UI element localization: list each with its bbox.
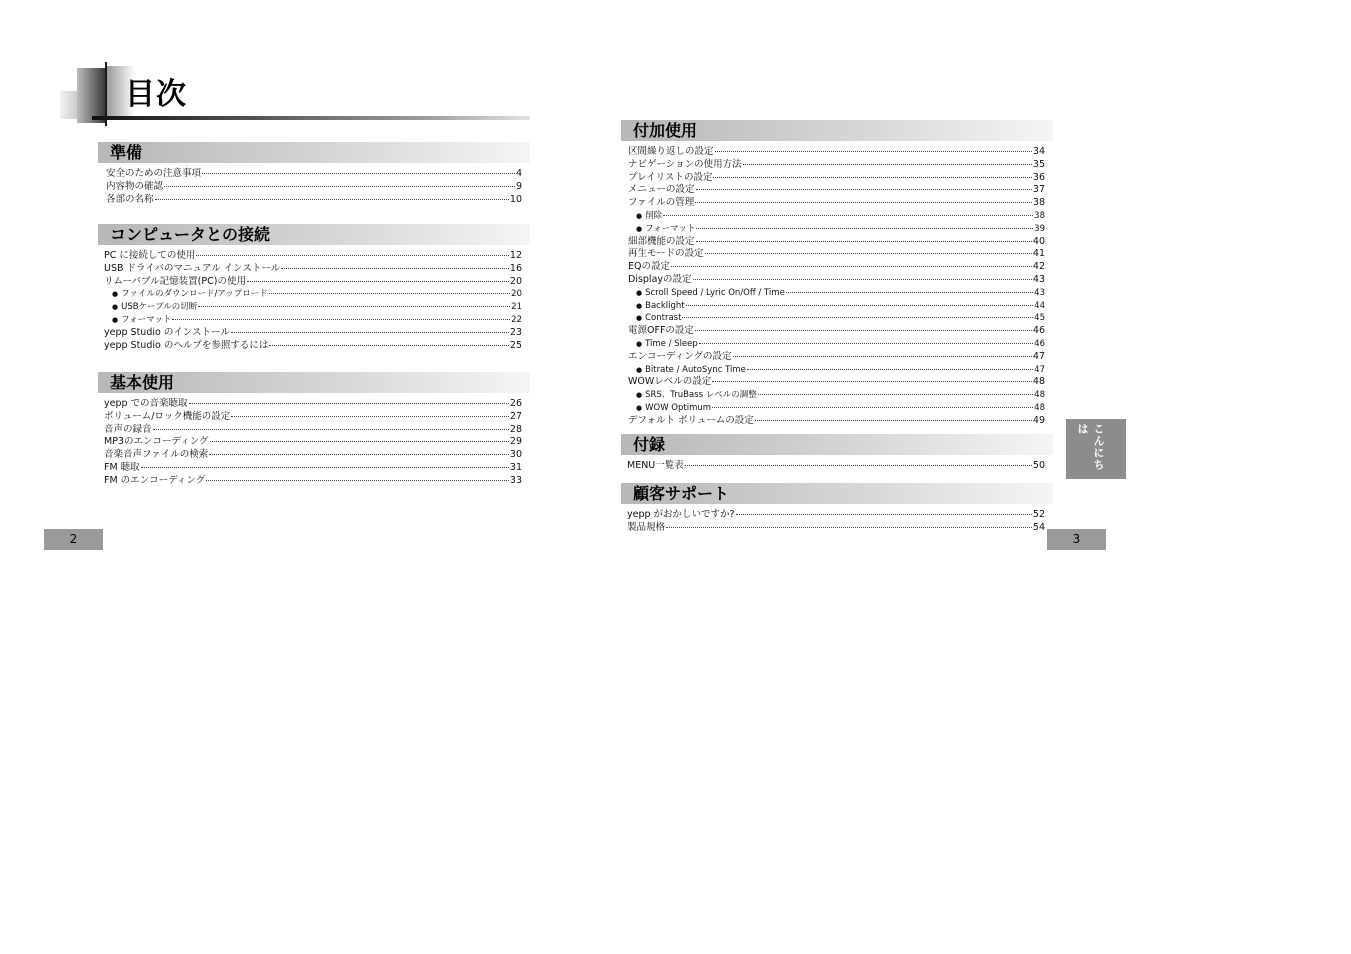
- toc-entry-title: 細部機能の設定: [628, 235, 695, 247]
- dot-leader: [196, 255, 509, 256]
- dot-leader: [210, 441, 509, 442]
- dot-leader: [715, 151, 1032, 152]
- toc-entry-title: ● USBケーブルの切断: [104, 301, 197, 314]
- toc-entry: [104, 411, 522, 424]
- toc-entry-title: yepp での音楽聴取: [104, 398, 188, 409]
- section-heading: 準備: [98, 142, 530, 163]
- toc-subentry: [628, 364, 1045, 377]
- toc-page-number: 39: [1034, 223, 1045, 234]
- dot-leader: [696, 241, 1032, 242]
- toc-entry-title: ● ファイルのダウンロード/アップロード: [104, 288, 268, 301]
- dot-leader: [695, 202, 1032, 203]
- toc-entry-title: yepp Studio のヘルプを参照するには: [104, 339, 269, 351]
- toc-entry-title: ● WOW Optimum: [628, 402, 711, 415]
- toc-entry: [104, 436, 522, 449]
- toc-subentry: [628, 300, 1045, 313]
- toc-subentry: [104, 288, 522, 301]
- toc-subentry: [628, 338, 1045, 351]
- toc-page-number: 20: [509, 275, 522, 287]
- dot-leader: [712, 381, 1032, 382]
- toc-entry: [628, 325, 1045, 338]
- toc-entry-title: ● Backlight: [628, 300, 685, 313]
- dot-leader: [671, 266, 1032, 267]
- toc-entry-title: FM 聴取: [104, 461, 140, 473]
- toc-entry-title: Displayの設定: [628, 273, 692, 285]
- toc-page-number: 22: [511, 314, 522, 325]
- toc-entry-title: ● Contrast: [628, 312, 681, 325]
- toc-entry-title: WOWレベルの設定: [628, 376, 712, 388]
- dot-leader: [736, 514, 1032, 515]
- toc-entry-title: EQの設定: [628, 261, 670, 273]
- section-heading: 付加使用: [621, 120, 1053, 141]
- dot-leader: [206, 480, 509, 481]
- dot-leader: [269, 293, 510, 294]
- toc-page-number: 12: [509, 250, 522, 261]
- chapter-tab-label: こんにちは: [1076, 423, 1105, 471]
- toc-list: [621, 460, 1053, 473]
- toc-entry-title: 各部の名称: [106, 193, 154, 205]
- toc-page-number: 43: [1034, 287, 1045, 298]
- toc-entry-title: ● 削除: [628, 210, 662, 223]
- dot-leader: [755, 420, 1032, 421]
- toc-page-number: 35: [1032, 158, 1045, 170]
- dot-leader: [682, 317, 1033, 318]
- toc-page-number: 38: [1034, 210, 1045, 221]
- toc-page-number: 47: [1034, 364, 1045, 375]
- dot-leader: [685, 465, 1032, 466]
- toc-page-number: 4: [515, 168, 522, 179]
- dot-leader: [155, 199, 509, 200]
- toc-entry: [104, 462, 522, 475]
- dot-leader: [269, 345, 509, 346]
- title-underline: [92, 116, 530, 120]
- toc-entry-title: ● Scroll Speed / Lyric On/Off / Time: [628, 287, 785, 300]
- dot-leader: [189, 403, 509, 404]
- toc-entry: [628, 197, 1045, 210]
- toc-page-number: 43: [1032, 273, 1045, 285]
- section-additional-use: [621, 120, 1053, 428]
- page-number-right: 3: [1047, 529, 1106, 550]
- toc-entry-title: FM のエンコーディング: [104, 474, 206, 486]
- toc-page-number: 44: [1034, 300, 1045, 311]
- toc-entry: [628, 376, 1045, 389]
- toc-page-number: 52: [1032, 509, 1045, 520]
- dot-leader: [164, 186, 515, 187]
- toc-entry: [628, 248, 1045, 261]
- toc-entry-title: USB ドライバのマニュアル インストール: [104, 262, 281, 274]
- section-computer-connection: [98, 224, 530, 352]
- toc-entry-title: 電源OFFの設定: [628, 325, 694, 337]
- toc-page-number: 38: [1032, 197, 1045, 209]
- toc-entry: [628, 146, 1045, 159]
- dot-leader: [231, 416, 509, 417]
- toc-page-number: 30: [509, 449, 522, 461]
- toc-entry-title: 製品規格: [627, 521, 666, 533]
- toc-entry-title: 再生モードの設定: [628, 248, 704, 260]
- toc-entry: [104, 327, 522, 340]
- toc-page-number: 36: [1032, 171, 1045, 183]
- toc-page-number: 37: [1032, 184, 1045, 196]
- toc-page-number: 48: [1032, 376, 1045, 388]
- toc-entry-title: PC に接続しての使用: [104, 250, 196, 261]
- toc-page-number: 26: [509, 398, 522, 409]
- toc-entry: [628, 236, 1045, 249]
- toc-subentry: [628, 312, 1045, 325]
- dot-leader: [666, 527, 1032, 528]
- section-basic-use: [98, 372, 530, 488]
- dot-leader: [713, 177, 1031, 178]
- dot-leader: [172, 319, 510, 320]
- toc-page-number: 54: [1032, 521, 1045, 533]
- toc-entry-title: ● フォーマット: [628, 223, 695, 236]
- dot-leader: [696, 228, 1033, 229]
- dot-leader: [281, 268, 509, 269]
- toc-entry: [627, 509, 1045, 522]
- toc-entry: [104, 424, 522, 437]
- dot-leader: [141, 467, 509, 468]
- dot-leader: [153, 429, 509, 430]
- toc-page-number: 20: [511, 289, 522, 300]
- toc-entry-title: yepp がおかしいですか?: [627, 509, 735, 520]
- toc-page-number: 46: [1034, 338, 1045, 349]
- toc-entry-title: yepp Studio のインストール: [104, 326, 230, 338]
- toc-entry-title: メニューの設定: [628, 184, 695, 196]
- toc-entry: [104, 263, 522, 276]
- toc-list: [98, 398, 530, 488]
- toc-page-number: 29: [509, 436, 522, 448]
- toc-page-number: 46: [1032, 325, 1045, 337]
- dot-leader: [209, 454, 509, 455]
- toc-entry: [106, 194, 522, 207]
- toc-entry: [104, 340, 522, 353]
- toc-entry-title: ● SRS、TruBass レベルの調整: [628, 389, 757, 402]
- toc-entry: [628, 159, 1045, 172]
- toc-list: [98, 168, 530, 206]
- toc-entry-title: 音楽音声ファイルの検索: [104, 449, 209, 461]
- toc-page-number: 9: [515, 180, 522, 192]
- dot-leader: [712, 407, 1033, 408]
- dot-leader: [695, 330, 1032, 331]
- toc-list: [98, 250, 530, 352]
- section-appendix: [621, 434, 1053, 473]
- toc-entry: [104, 276, 522, 289]
- section-heading: 顧客サポート: [621, 483, 1053, 504]
- toc-entry: [628, 274, 1045, 287]
- dot-leader: [663, 215, 1033, 216]
- toc-subentry: [628, 389, 1045, 402]
- toc-entry-title: ● Time / Sleep: [628, 338, 698, 351]
- toc-entry: [627, 522, 1045, 535]
- toc-page-number: 16: [509, 262, 522, 274]
- toc-entry: [104, 449, 522, 462]
- toc-entry: [106, 168, 522, 181]
- toc-page-number: 40: [1032, 235, 1045, 247]
- toc-entry-title: プレイリストの設定: [628, 171, 713, 183]
- toc-page-number: 41: [1032, 248, 1045, 260]
- toc-entry-title: エンコーディングの設定: [628, 350, 732, 362]
- toc-entry-title: MP3のエンコーディング: [104, 436, 209, 448]
- toc-entry: [627, 460, 1045, 473]
- toc-entry-title: 内容物の確認: [106, 180, 164, 192]
- toc-page-number: 28: [509, 423, 522, 435]
- toc-entry-title: ● フォーマット: [104, 314, 171, 327]
- toc-entry: [104, 250, 522, 263]
- chapter-tab: [1066, 419, 1126, 479]
- toc-entry: [628, 415, 1045, 428]
- page-number-left: 2: [44, 529, 103, 550]
- toc-page-number: 50: [1032, 460, 1045, 471]
- section-heading: コンピュータとの接続: [98, 224, 530, 245]
- toc-page-number: 25: [509, 339, 522, 351]
- toc-page-number: 10: [509, 193, 522, 205]
- toc-entry-title: 安全のための注意事項: [106, 168, 202, 179]
- toc-page-number: 31: [509, 461, 522, 473]
- toc-entry: [628, 351, 1045, 364]
- toc-page-number: 45: [1034, 313, 1045, 324]
- dot-leader: [743, 164, 1032, 165]
- toc-entry-title: ナビゲーションの使用方法: [628, 158, 742, 170]
- toc-entry-title: 区間繰り返しの設定: [628, 146, 714, 157]
- toc-entry: [104, 475, 522, 488]
- toc-entry: [106, 181, 522, 194]
- section-preparation: [98, 142, 530, 206]
- toc-subentry: [628, 402, 1045, 415]
- dot-leader: [786, 292, 1033, 293]
- dot-leader: [699, 343, 1033, 344]
- toc-list: [621, 509, 1053, 535]
- toc-list: [621, 146, 1053, 428]
- toc-entry: [104, 398, 522, 411]
- dot-leader: [202, 173, 515, 174]
- toc-entry-title: デフォルト ボリュームの設定: [628, 414, 754, 426]
- dot-leader: [747, 369, 1033, 370]
- toc-page-number: 34: [1032, 146, 1045, 157]
- toc-entry-title: リムーバブル記憶装置(PC)の使用: [104, 275, 246, 287]
- toc-page-number: 47: [1032, 350, 1045, 362]
- dot-leader: [247, 281, 509, 282]
- dot-leader: [231, 332, 509, 333]
- toc-page-number: 27: [509, 410, 522, 422]
- section-customer-support: [621, 483, 1053, 535]
- toc-entry-title: ● Bitrate / AutoSync Time: [628, 364, 746, 377]
- dot-leader: [696, 189, 1032, 190]
- toc-entry: [628, 172, 1045, 185]
- toc-page-number: 42: [1032, 261, 1045, 273]
- dot-leader: [733, 356, 1032, 357]
- toc-entry: [628, 261, 1045, 274]
- dot-leader: [686, 305, 1034, 306]
- toc-page-number: 33: [509, 474, 522, 486]
- toc-subentry: [104, 301, 522, 314]
- toc-subentry: [628, 210, 1045, 223]
- toc-entry: [628, 184, 1045, 197]
- toc-page-number: 21: [511, 302, 522, 313]
- toc-entry-title: ボリューム/ロック機能の設定: [104, 410, 231, 422]
- toc-page-number: 23: [509, 326, 522, 338]
- toc-page-number: 48: [1034, 402, 1045, 413]
- dot-leader: [693, 279, 1032, 280]
- title-deco-block: [77, 68, 105, 123]
- toc-entry-title: ファイルの管理: [628, 197, 695, 209]
- toc-subentry: [104, 314, 522, 327]
- toc-subentry: [628, 223, 1045, 236]
- toc-subentry: [628, 287, 1045, 300]
- dot-leader: [705, 253, 1032, 254]
- section-heading: 基本使用: [98, 372, 530, 393]
- page-title: 目次: [125, 77, 187, 112]
- toc-entry-title: MENU一覧表: [627, 460, 684, 471]
- toc-entry-title: 音声の録音: [104, 423, 152, 435]
- section-heading: 付録: [621, 434, 1053, 455]
- dot-leader: [758, 394, 1033, 395]
- toc-page-number: 48: [1034, 390, 1045, 401]
- toc-page-number: 49: [1032, 414, 1045, 426]
- dot-leader: [198, 306, 510, 307]
